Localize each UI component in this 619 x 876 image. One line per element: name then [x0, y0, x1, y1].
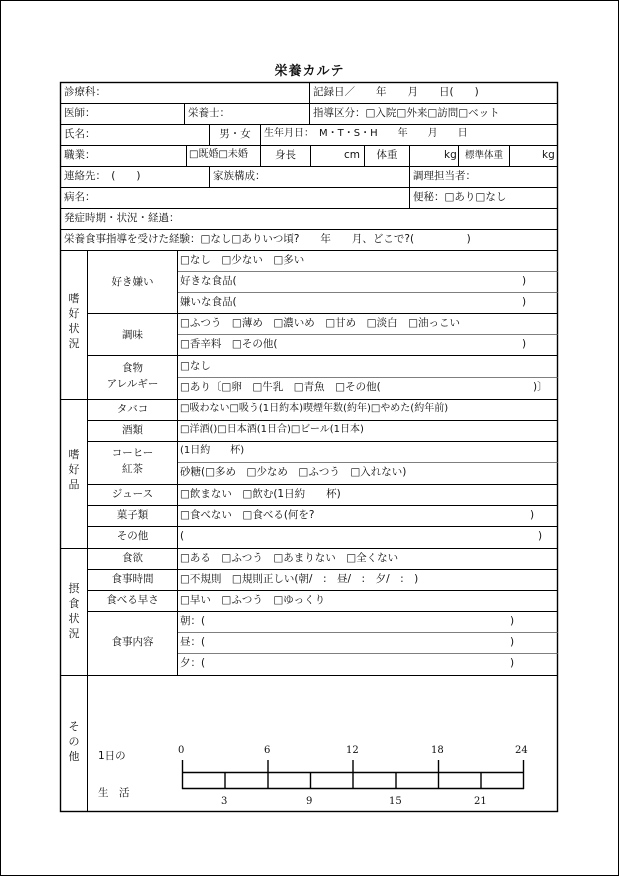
occupation-field[interactable]: 職業：	[64, 149, 96, 161]
eating-speed-label: 食べる早さ	[106, 594, 159, 606]
likes-amount-options[interactable]: □なし □少ない □多い	[180, 254, 305, 266]
dinner-field[interactable]: 夕：(	[180, 657, 206, 669]
juice-label: ジュース	[111, 488, 154, 500]
tick-label-21: 21	[474, 796, 487, 807]
disliked-food-field[interactable]: 嫌いな食品(	[180, 296, 237, 308]
taste-options[interactable]: □ふつう □薄め □濃いめ □甘め □淡白 □油っこい	[180, 317, 461, 329]
weight-unit: kg	[444, 149, 457, 161]
mealtime-label: 食事時間	[111, 573, 154, 585]
tick-label-18: 18	[431, 745, 444, 756]
marital-status-field[interactable]: □既婚□未婚	[189, 149, 248, 160]
allergy-close: )〕	[533, 381, 548, 393]
taste-other-options[interactable]: □香辛料 □その他(	[180, 338, 278, 350]
record-date-field[interactable]: 記録日／ 年 月 日( )	[313, 86, 479, 98]
height-label: 身長	[275, 149, 296, 161]
liked-food-close: )	[522, 275, 527, 287]
luxury-other-field[interactable]: (	[180, 530, 185, 542]
tick-label-15: 15	[389, 796, 402, 807]
name-field[interactable]: 氏名：	[64, 128, 96, 140]
day-timeline	[182, 760, 524, 789]
page-title: 栄養カルテ	[274, 64, 345, 79]
std-weight-label: 標準体重	[464, 150, 503, 161]
dinner-close: )	[510, 657, 515, 669]
coffee-label-line1: コーヒー	[111, 447, 154, 459]
breakfast-close: )	[510, 615, 515, 627]
guidance-type-field[interactable]: 指導区分：□入院□外来□訪問□ベット	[313, 107, 500, 119]
meal-content-label: 食事内容	[111, 636, 154, 648]
coffee-label-line2: 紅茶	[122, 463, 143, 475]
section-preferences: 嗜好状況	[68, 292, 80, 350]
allergy-none-option[interactable]: □なし	[180, 360, 211, 372]
section-luxury: 嗜好品	[68, 448, 80, 491]
clinic-field[interactable]: 診療科：	[64, 86, 106, 98]
eating-speed-options[interactable]: □早い □ふつう □ゆっくり	[180, 594, 326, 606]
snack-options[interactable]: □食べない □食べる(何を?	[180, 509, 315, 521]
tick-label-0: 0	[178, 745, 185, 756]
taste-other-close: )	[522, 338, 527, 350]
allergy-label-line1: 食物	[122, 362, 143, 374]
day-life-label-line1: 1日の	[98, 750, 126, 762]
tick-label-12: 12	[346, 745, 359, 756]
cook-field[interactable]: 調理担当者：	[413, 170, 476, 182]
disliked-food-close: )	[522, 296, 527, 308]
breakfast-field[interactable]: 朝：(	[180, 615, 206, 627]
tick-label-6: 6	[264, 745, 271, 756]
disease-field[interactable]: 病名：	[64, 191, 96, 203]
appetite-options[interactable]: □ある □ふつう □あまりない □全くない	[180, 552, 399, 564]
guidance-experience-field[interactable]: 栄養食事指導を受けた経験：□なし□ありいつ頃? 年 月、どこで?( )	[64, 233, 471, 245]
tick-label-24: 24	[515, 745, 528, 756]
sex-field[interactable]: 男・女	[219, 128, 251, 140]
likes-label: 好き嫌い	[111, 276, 154, 288]
height-unit: cm	[344, 149, 361, 161]
weight-label: 体重	[376, 149, 398, 161]
section-other: その他	[68, 720, 80, 763]
tobacco-label: タバコ	[116, 403, 149, 415]
dietitian-field[interactable]: 栄養士：	[188, 107, 230, 119]
sugar-options[interactable]: 砂糖(□多め □少なめ □ふつう □入れない)	[180, 466, 407, 478]
family-field[interactable]: 家族構成：	[213, 170, 266, 182]
tick-label-3: 3	[221, 796, 228, 807]
appetite-label: 食欲	[122, 552, 143, 564]
day-life-label-line2: 生 活	[98, 787, 130, 799]
constipation-field[interactable]: 便秘：□あり□なし	[413, 191, 507, 203]
luxury-other-label: その他	[116, 530, 149, 542]
mealtime-options[interactable]: □不規則 □規則正しい(朝/ : 昼/ : 夕/ : )	[180, 573, 419, 585]
std-weight-unit: kg	[542, 149, 555, 161]
allergy-items-options[interactable]: □あり〔□卵 □牛乳 □青魚 □その他(	[180, 381, 381, 393]
taste-label: 調味	[122, 329, 143, 341]
alcohol-label: 酒類	[122, 424, 143, 436]
coffee-amount-field[interactable]: (1日約 杯)	[180, 445, 245, 456]
liked-food-field[interactable]: 好きな食品(	[180, 275, 237, 287]
tick-label-9: 9	[306, 796, 313, 807]
snack-label: 菓子類	[116, 509, 149, 521]
alcohol-options[interactable]: □洋酒()□日本酒(1日合)□ビール(1日本)	[180, 424, 364, 435]
allergy-label-line2: アレルギー	[106, 378, 159, 390]
snack-close: )	[530, 509, 535, 521]
juice-options[interactable]: □飲まない □飲む(1日約 杯)	[180, 488, 341, 500]
doctor-field[interactable]: 医師：	[64, 107, 96, 119]
contact-field[interactable]: 連絡先： ( )	[64, 170, 141, 182]
section-intake: 摂食状況	[68, 582, 80, 640]
lunch-field[interactable]: 昼：(	[180, 636, 206, 648]
lunch-close: )	[510, 636, 515, 648]
onset-field[interactable]: 発症時期・状況・経過：	[64, 212, 180, 224]
birthdate-field[interactable]: 生年月日： M・T・S・H 年 月 日	[264, 128, 468, 139]
tobacco-options[interactable]: □吸わない□吸う(1日約本)喫煙年数(約年)□やめた(約年前)	[180, 403, 449, 414]
luxury-other-close: )	[538, 530, 543, 542]
